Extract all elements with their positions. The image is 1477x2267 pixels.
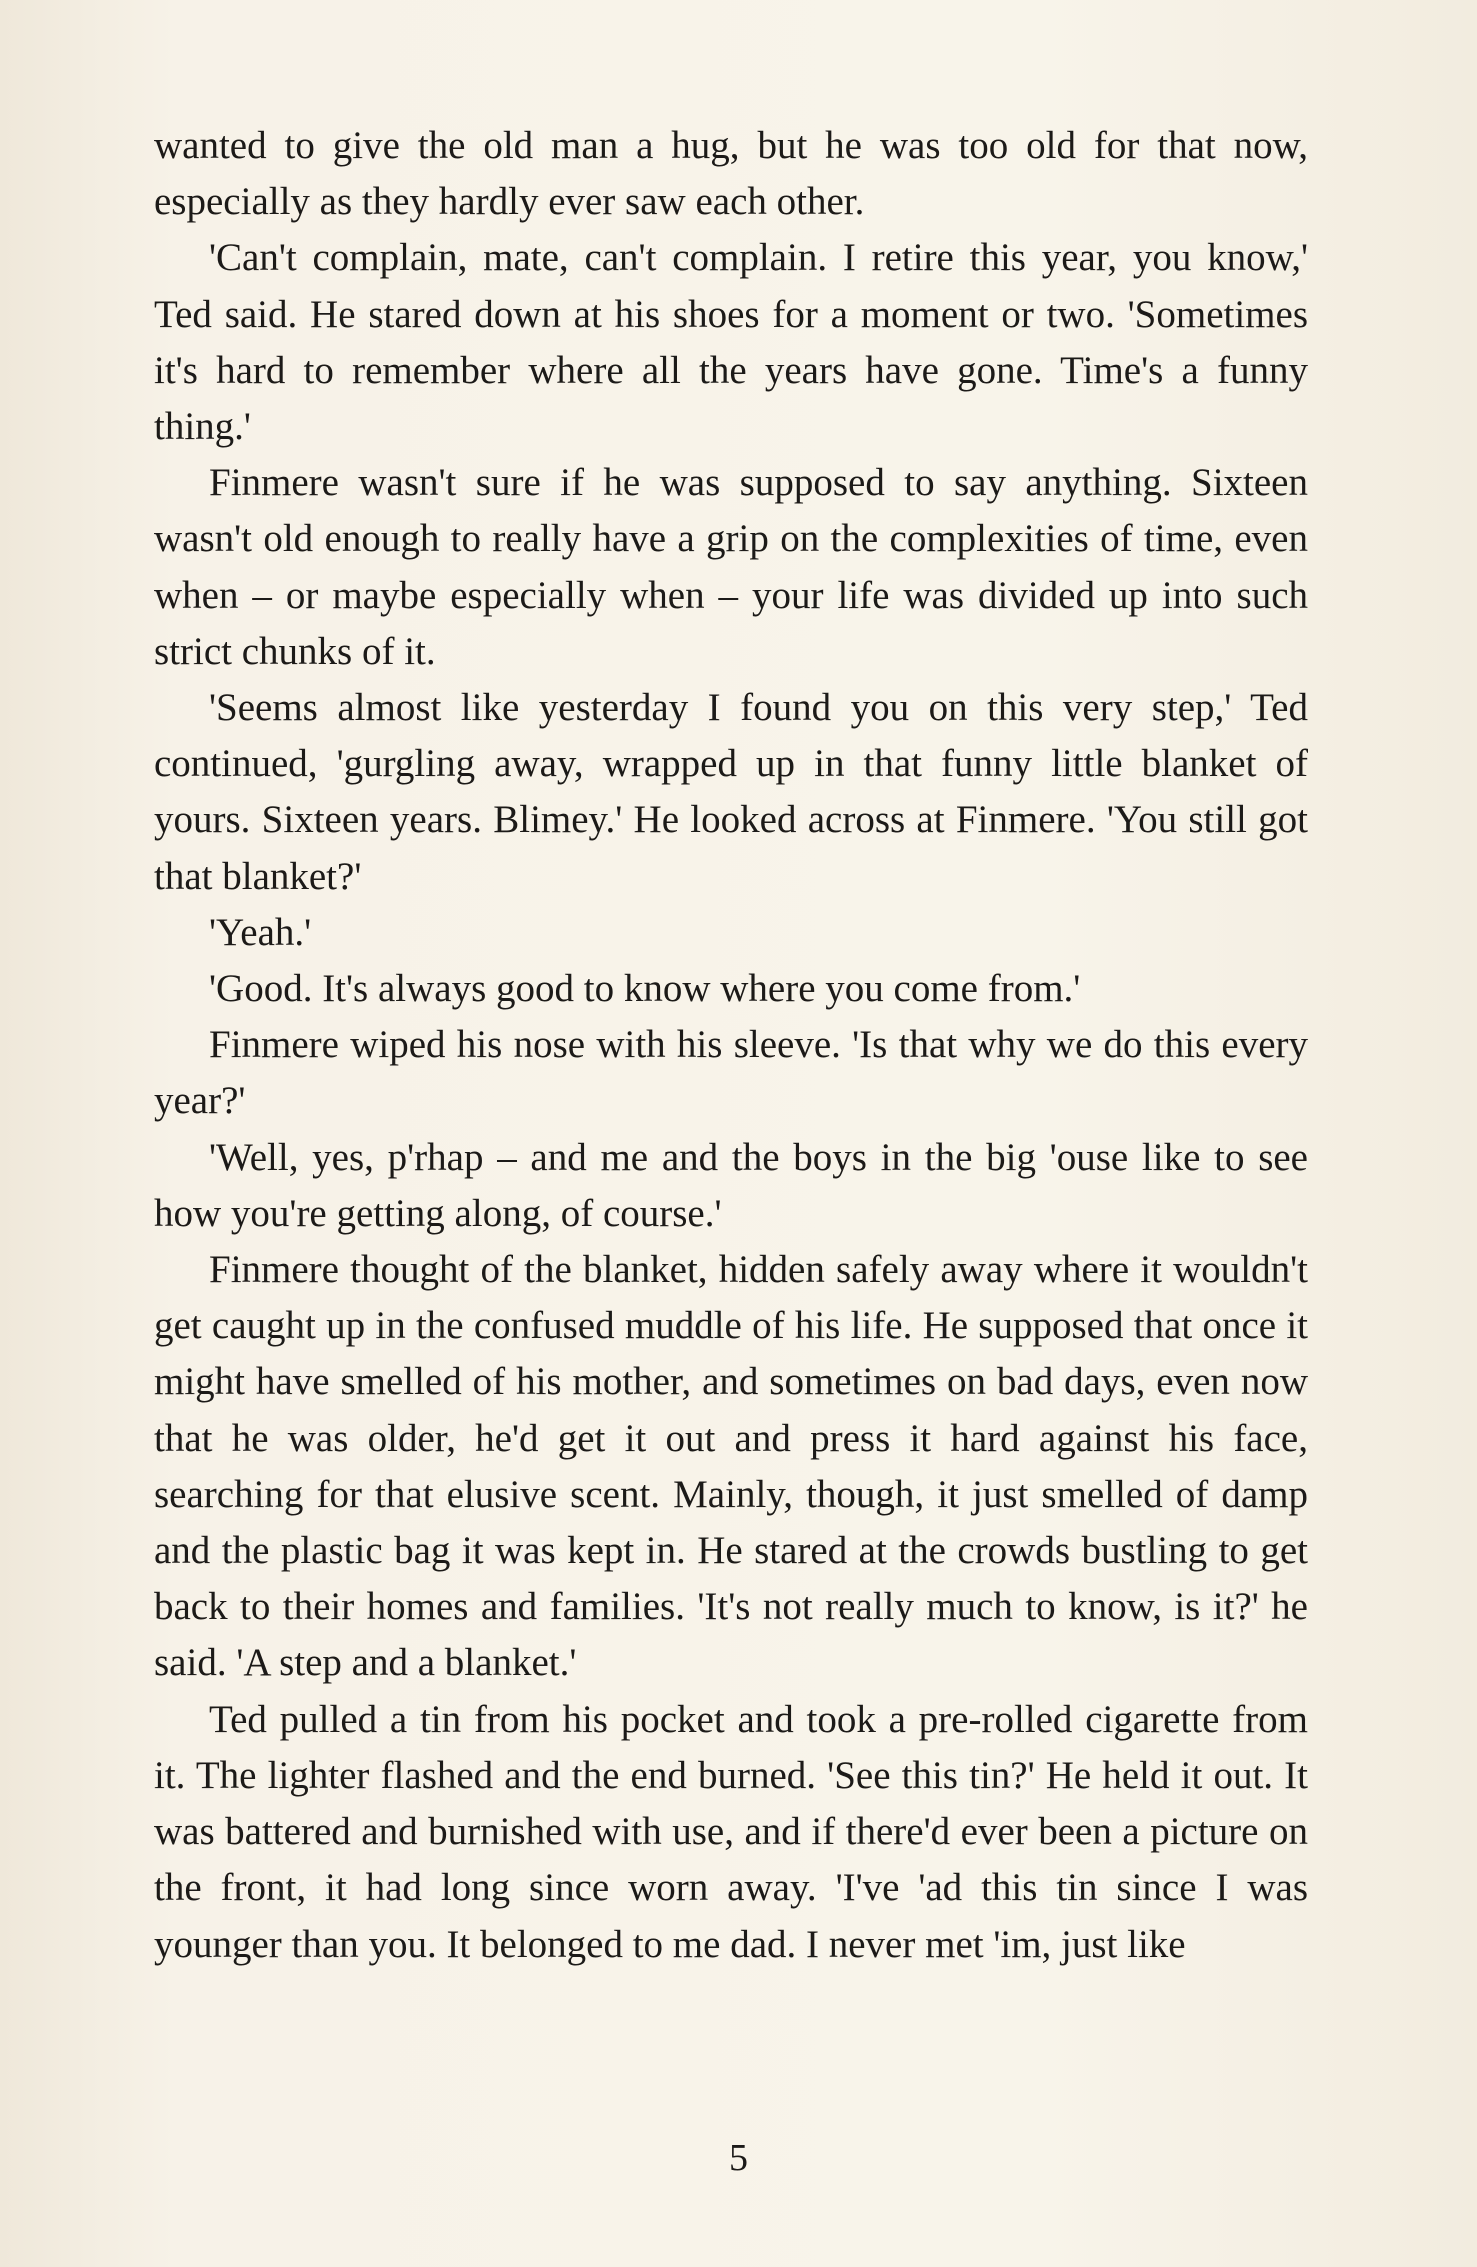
page-number: 5 bbox=[729, 2137, 748, 2179]
paragraph-10: Ted pulled a tin from his pocket and took a pre-rolled cigarette from it. The lighter flashed and the end burned. 'See this tin?' He held it out. It was battered and burnished with use, and if there'd ever been a picture on the front, it had long since worn away. 'I've 'ad this tin since I was younger than you. It belonged to me dad. I never met 'im, just like bbox=[154, 1697, 1308, 1966]
paragraph-3: Finmere wasn't sure if he was supposed to say anything. Sixteen wasn't old enough to really have a grip on the complexities of time, even when – or maybe especially when – your life was divided up into such strict chunks of it. bbox=[154, 461, 1308, 673]
paragraph-5: 'Yeah.' bbox=[209, 910, 312, 954]
paragraph-6: 'Good. It's always good to know where you come from.' bbox=[209, 967, 1081, 1011]
paragraph-9: Finmere thought of the blanket, hidden safely away where it wouldn't get caught up in the confused muddle of his life. He supposed that once it might have smelled of his mother, and sometimes on bad days, even now that he was older, he'd get it out and press it hard against his face, searching for that elusive scent. Mainly, though, it just smelled of damp and the plastic bag it was kept in. He stared at the crowds bustling to get back to their homes and families. 'It's not really much to know, is it?' he said. 'A step and a blanket.' bbox=[154, 1248, 1308, 1685]
paragraph-4: 'Seems almost like yesterday I found you on this very step,' Ted continued, 'gurgling away, wrapped up in that funny little blanket of yours. Sixteen years. Blimey.' He looked across at Finmere. 'You still got that blanket?' bbox=[154, 686, 1308, 898]
paragraph-1: wanted to give the old man a hug, but he was too old for that now, especially as they hardly ever saw each other. bbox=[154, 124, 1308, 224]
paragraph-8: 'Well, yes, p'rhap – and me and the boys in the big 'ouse like to see how you're getting along, of course.' bbox=[154, 1135, 1308, 1235]
body-text bbox=[154, 118, 1308, 1973]
paragraph-2: 'Can't complain, mate, can't complain. I retire this year, you know,' Ted said. He stared down at his shoes for a moment or two. 'Sometimes it's hard to remember where all the years have gone. Time's a funny thing.' bbox=[154, 236, 1308, 449]
paragraph-7: Finmere wiped his nose with his sleeve. 'Is that why we do this every year?' bbox=[154, 1023, 1308, 1123]
